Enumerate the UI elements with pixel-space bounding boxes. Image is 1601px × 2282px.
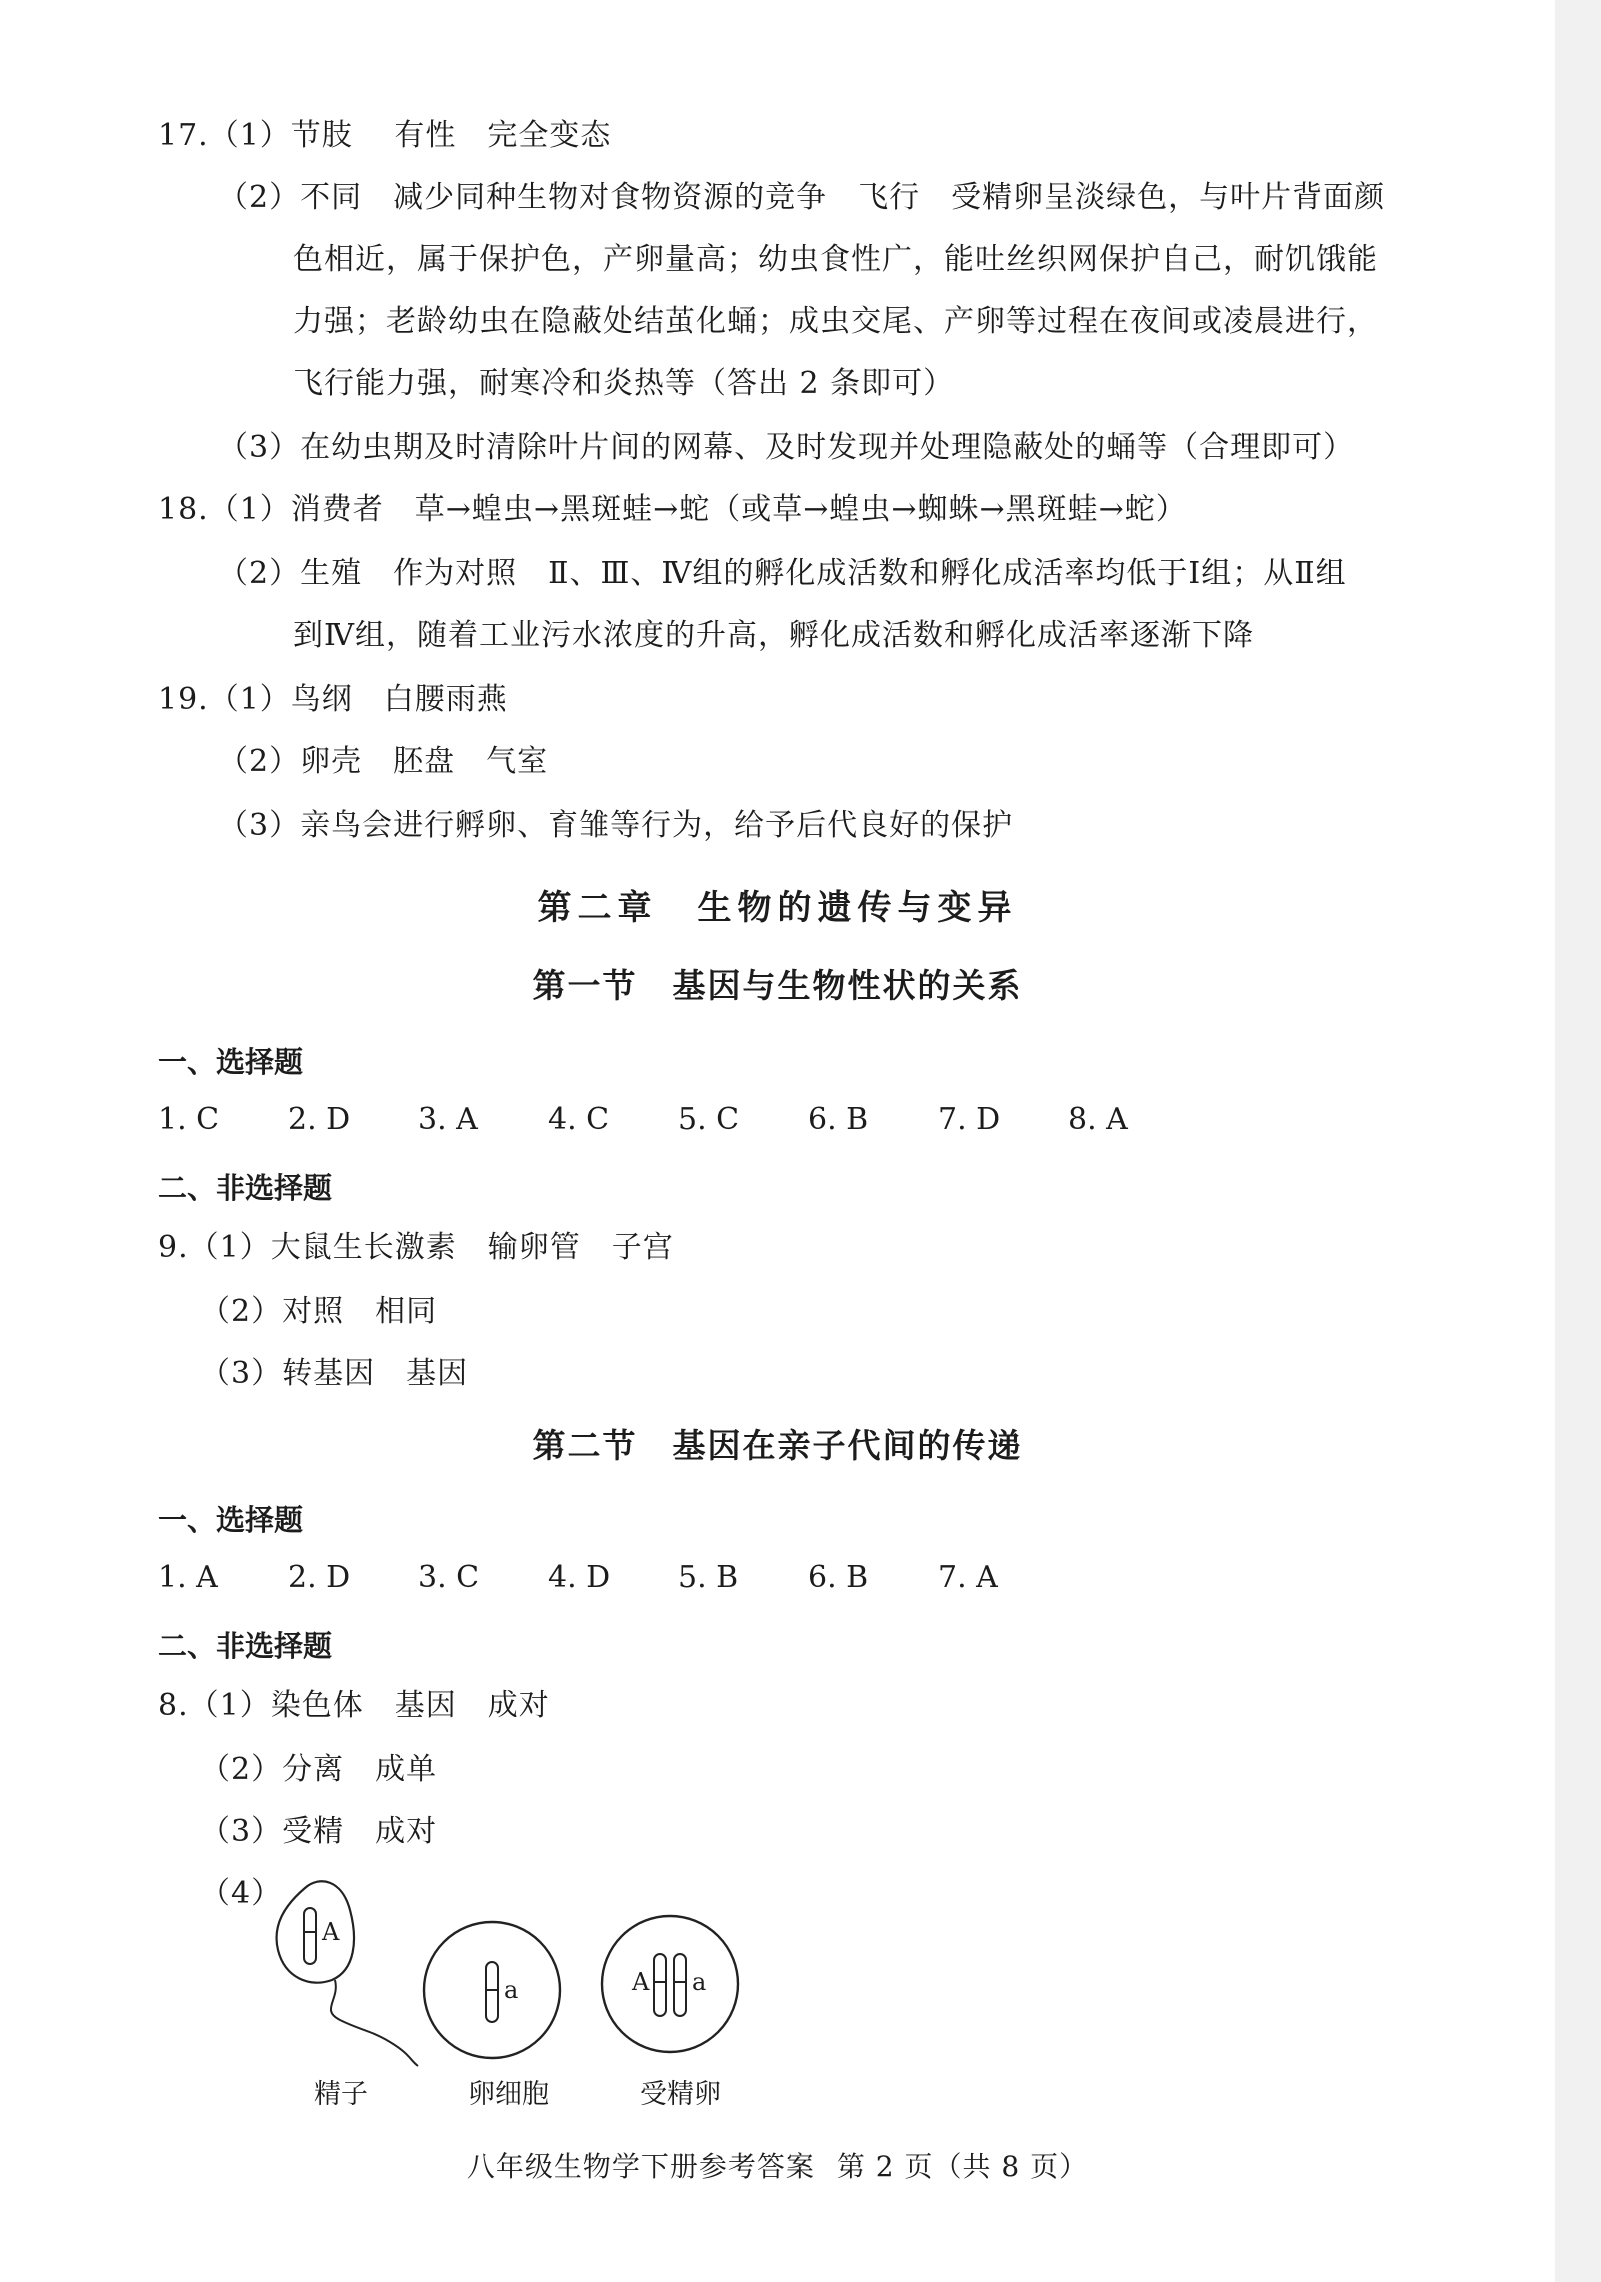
- s2-q8-line3: （3）受精 成对: [200, 1814, 438, 1849]
- allele-a-label: a: [504, 1976, 519, 2004]
- q17-line4: 力强；老龄幼虫在隐蔽处结茧化蛹；成虫交尾、产卵等过程在夜间或凌晨进行，: [293, 304, 1378, 339]
- q17-line6: （3）在幼虫期及时清除叶片间的网幕、及时发现并处理隐蔽处的蛹等（合理即可）: [218, 430, 1355, 465]
- caption-fertilized-egg: 受精卵: [640, 2079, 721, 2110]
- s1-q9-line1: 9.（1）大鼠生长激素 输卵管 子宫: [158, 1230, 674, 1265]
- s1-q9-line3: （3）转基因 基因: [200, 1356, 469, 1391]
- fertilized-egg-figure: [602, 1916, 738, 2052]
- cell-diagram: [260, 1870, 780, 2070]
- s1-answer: 4. C: [548, 1102, 610, 1137]
- footer-page-number: 第 2 页（共 8 页）: [836, 2150, 1089, 2183]
- s2-answer: 3. C: [418, 1560, 480, 1595]
- sperm-figure: [277, 1881, 418, 2066]
- s2-answer: 7. A: [938, 1560, 998, 1595]
- scan-edge: [1555, 0, 1601, 2282]
- allele-a-label: a: [692, 1968, 707, 1996]
- section1-nonchoice-heading: 二、非选择题: [158, 1171, 333, 1205]
- allele-A-label: A: [322, 1918, 340, 1946]
- chapter-title: 第二章 生物的遗传与变异: [537, 888, 1018, 928]
- s1-answer: 7. D: [938, 1102, 1001, 1137]
- section2-nonchoice-heading: 二、非选择题: [158, 1629, 333, 1663]
- section1-title: 第一节 基因与生物性状的关系: [532, 966, 1023, 1005]
- caption-sperm: 精子: [314, 2079, 368, 2110]
- q19-line3: （3）亲鸟会进行孵卵、育雏等行为，给予后代良好的保护: [218, 808, 1014, 843]
- s2-answer: 2. D: [288, 1560, 351, 1595]
- s2-answer: 5. B: [678, 1560, 739, 1595]
- allele-A-label: A: [632, 1968, 650, 1996]
- q17-line2: （2）不同 减少同种生物对食物资源的竞争 飞行 受精卵呈淡绿色，与叶片背面颜: [218, 180, 1386, 215]
- q17-line5: 飞行能力强，耐寒冷和炎热等（答出 2 条即可）: [293, 366, 955, 401]
- page-footer: [0, 2145, 1555, 2185]
- q18-line3: 到Ⅳ组，随着工业污水浓度的升高，孵化成活数和孵化成活率逐渐下降: [293, 618, 1254, 653]
- s1-answer: 6. B: [808, 1102, 869, 1137]
- s2-q8-line2: （2）分离 成单: [200, 1752, 438, 1787]
- section1-choice-heading: 一、选择题: [158, 1045, 304, 1079]
- q19-line2: （2）卵壳 胚盘 气室: [218, 744, 549, 779]
- caption-egg-cell: 卵细胞: [468, 2079, 549, 2110]
- s1-answer: 8. A: [1068, 1102, 1128, 1137]
- s2-q8-line4-label: （4）: [200, 1876, 283, 1911]
- q17-line1: 17.（1）节肢 有性 完全变态: [158, 118, 612, 153]
- q19-line1: 19.（1）鸟纲 白腰雨燕: [158, 682, 508, 717]
- footer-book-title: 八年级生物学下册参考答案: [466, 2150, 815, 2183]
- s1-answer: 1. C: [158, 1102, 220, 1137]
- s1-answer: 2. D: [288, 1102, 351, 1137]
- q18-line1: 18.（1）消费者 草→蝗虫→黑斑蛙→蛇（或草→蝗虫→蜘蛛→黑斑蛙→蛇）: [158, 492, 1187, 527]
- s2-answer: 6. B: [808, 1560, 869, 1595]
- s1-q9-line2: （2）对照 相同: [200, 1294, 438, 1329]
- q17-line3: 色相近，属于保护色，产卵量高；幼虫食性广，能吐丝织网保护自己，耐饥饿能: [293, 242, 1378, 277]
- s1-answer: 3. A: [418, 1102, 478, 1137]
- q18-line2: （2）生殖 作为对照 Ⅱ、Ⅲ、Ⅳ组的孵化成活数和孵化成活率均低于Ⅰ组；从Ⅱ组: [218, 556, 1347, 591]
- s2-answer: 1. A: [158, 1560, 218, 1595]
- section2-title: 第二节 基因在亲子代间的传递: [532, 1426, 1023, 1465]
- s2-answer: 4. D: [548, 1560, 611, 1595]
- s1-answer: 5. C: [678, 1102, 740, 1137]
- s2-q8-line1: 8.（1）染色体 基因 成对: [158, 1688, 550, 1723]
- section2-choice-heading: 一、选择题: [158, 1503, 304, 1537]
- egg-cell-figure: [424, 1922, 560, 2058]
